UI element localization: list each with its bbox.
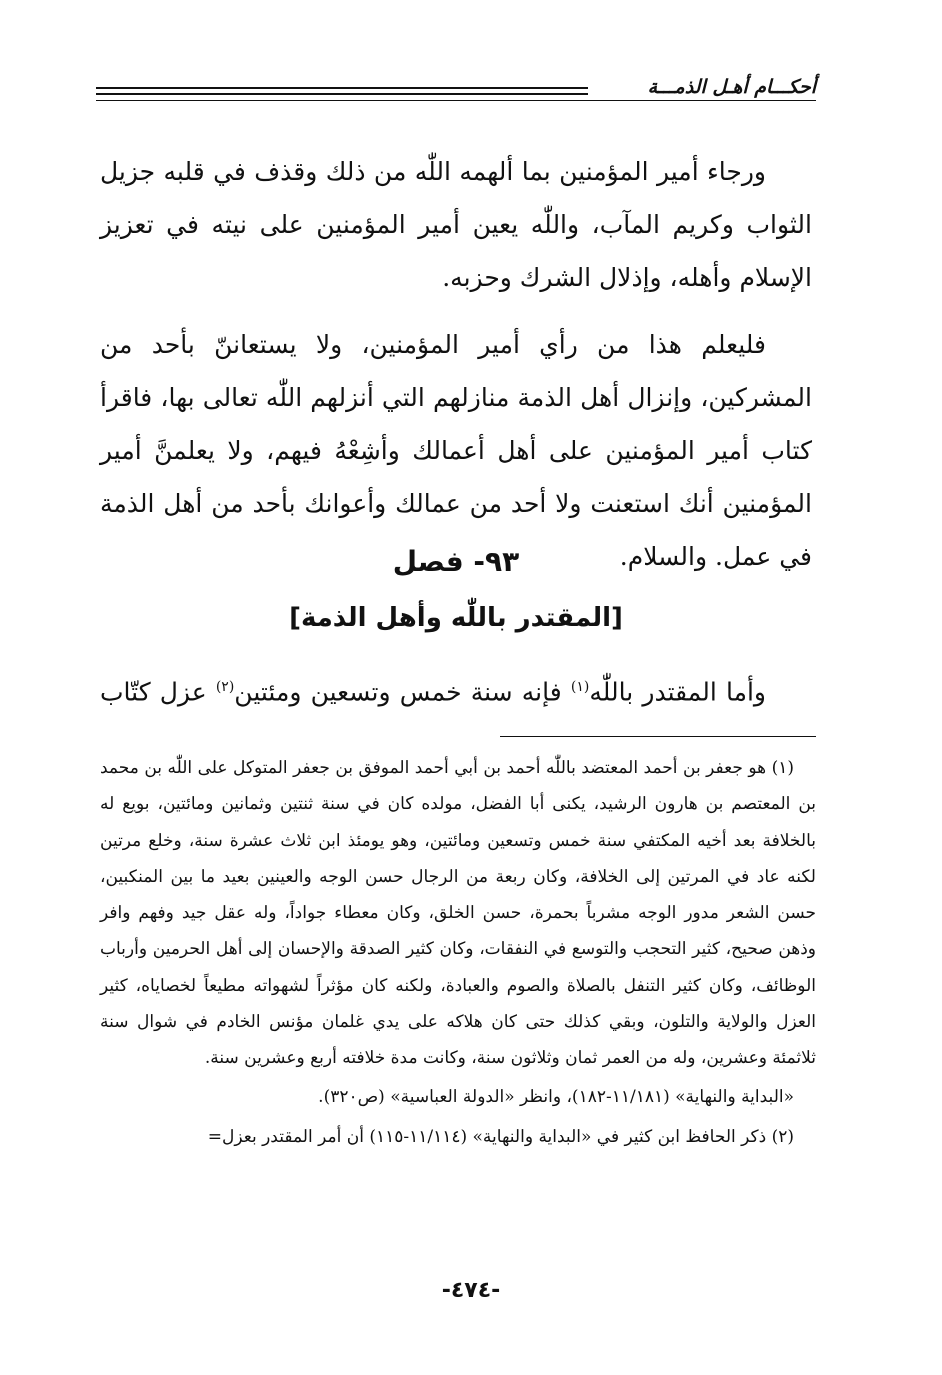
main-text xyxy=(100,145,812,583)
footnote-2: (٢) ذكر الحافظ ابن كثير في «البداية والنهاية» (١١/١١٤-١١٥) أن أمر المقتدر بعزل= xyxy=(207,1126,794,1147)
lead-text-middle: فإنه سنة خمس وتسعين ومئتين xyxy=(234,677,571,707)
footnotes xyxy=(100,750,816,1155)
section-subtitle: [المقتدر باللّٰه وأهل الذمة] xyxy=(289,603,623,633)
header-underline xyxy=(96,100,816,101)
footnote-ref-1[interactable]: (١) xyxy=(570,679,590,695)
header-double-rule xyxy=(96,87,588,95)
section-number-title: ٩٣- فصل xyxy=(392,545,520,578)
footnote-1-reference: «البداية والنهاية» (١١/١٨١-١٨٢)، وانظر «الدولة العباسية» (ص٣٢٠). xyxy=(318,1086,794,1107)
section-lead-line xyxy=(100,662,812,717)
page-number: -٤٧٤- xyxy=(441,1278,501,1303)
running-title: أحكـــام أهـل الذمـــة xyxy=(647,76,816,98)
paragraph-2: فليعلم هذا من رأي أمير المؤمنين، ولا يستعاننّ بأحد من المشركين، وإنزال أهل الذمة منازلهم التي أنزلهم اللّٰه تعالى بها، فاقرأ كتاب أمير المؤمنين على أهل أعمالك وأشِعْهُ فيهم، ولا يعلمنَّ أمير المؤمنين أنك استعنت ولا أحد من عمالك وأعوانك بأحد من أهل الذمة في عمل. والسلام. xyxy=(100,330,812,571)
footnote-1: (١) هو جعفر بن أحمد المعتضد باللّٰه أحمد بن أبي أحمد الموفق بن جعفر المتوكل على اللّٰه بن محمد بن المعتصم بن هارون الرشيد، يكنى أبا الفضل، مولده كان في سنة ثنتين وثمانين ومائتين، بويع له بالخلافة بعد أخيه المكتفي سنة خمس وتسعين ومائتين، وهو يومئذ ابن ثلاث عشرة سنة، وخلع مرتين لكنه عاد في المرتين إلى الخلافة، وكان ربعة من الرجال حسن الوجه والعينين بعيد ما بين المنكبين، حسن الشعر مدور الوجه مشرباً بحمرة، حسن الخلق، وكان معطاء جواداً، وله عقل جيد وفهم وافر وذهن صحيح، كثير التحجب والتوسع في النفقات، وكان كثير الصدقة والإحسان إلى أهل الحرمين وأرباب الوظائف، وكان كثير التنفل بالصلاة والصوم والعبادة، ولكنه كان مؤثراً لشهواته مطيعاً لخصاياه، كثير العزل والولاية والتلون، وبقي كذلك حتى كان هلاكه على يدي غلمان مؤنس الخادم في شوال سنة ثلاثمئة وعشرين، وله من العمر ثمان وثلاثون سنة، وكانت مدة خلافته أربع وعشرين سنة. xyxy=(100,758,816,1069)
lead-text-start: وأما المقتدر باللّٰه xyxy=(589,677,766,707)
running-header xyxy=(96,74,816,102)
lead-text-end: عزل كتّاب xyxy=(100,677,216,707)
paragraph-1: ورجاء أمير المؤمنين بما ألهمه اللّٰه من ذلك وقذف في قلبه جزيل الثواب وكريم المآب، واللّٰه يعين أمير المؤمنين على نيته في تعزيز الإسلام وأهله، وإذلال الشرك وحزبه. xyxy=(100,157,812,292)
footnote-ref-2[interactable]: (٢) xyxy=(215,679,235,695)
footnote-separator xyxy=(500,736,816,737)
